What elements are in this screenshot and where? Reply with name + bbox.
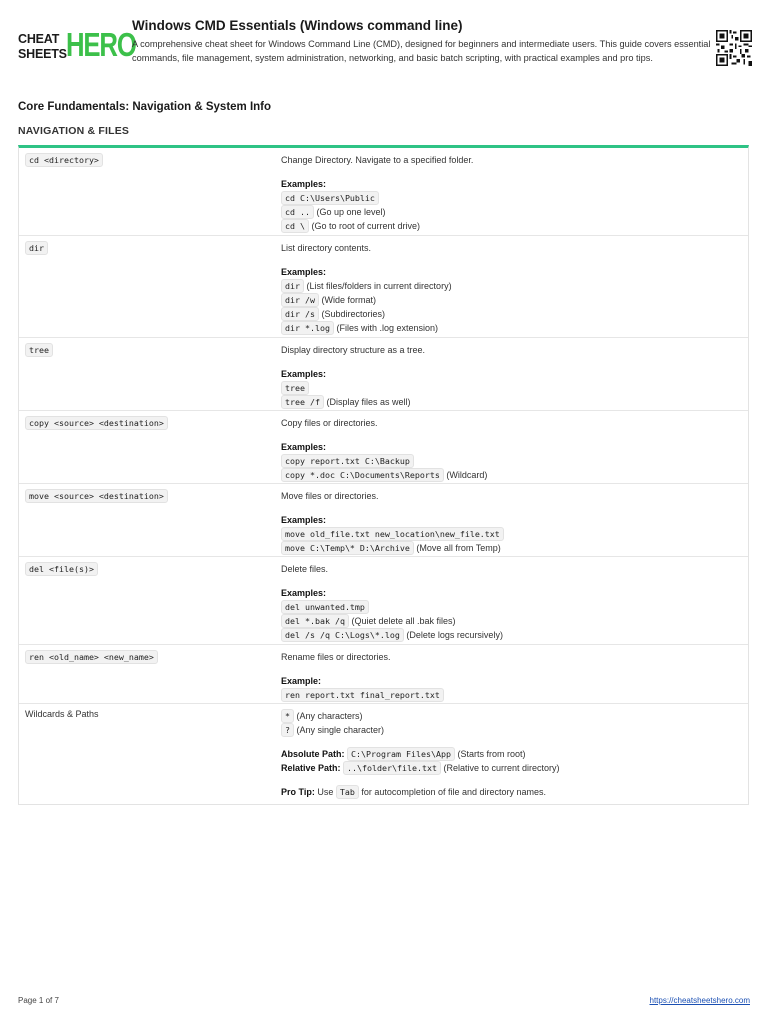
command-description: Display directory structure as a tree. [281,345,426,355]
example-line [281,688,741,702]
description-cell [281,709,741,799]
command-description: Delete files. [281,564,329,574]
page-title: Windows CMD Essentials (Windows command line) [132,18,463,33]
command-cell [25,489,168,503]
example-note: (Wildcard) [446,470,488,480]
command-cell [25,562,98,576]
path-line [281,761,741,775]
example-line [281,468,741,482]
example-note: (List files/folders in current directory) [306,281,452,291]
pro-tip-text: Use [317,787,334,797]
example-code: * [281,709,294,723]
examples-label: Examples: [281,267,327,277]
table-row [19,645,748,704]
example-line [281,321,741,335]
command-description: Rename files or directories. [281,652,391,662]
examples-label: Examples: [281,442,327,452]
command-code: cd <directory> [25,153,103,167]
example-code: tree [281,381,309,395]
example-note: (Move all from Temp) [416,543,501,553]
example-line [281,614,741,628]
table-row [19,236,748,338]
description-cell [281,343,741,409]
example-code: C:\Program Files\App [347,747,455,761]
example-line [281,628,741,642]
example-code: dir [281,279,304,293]
example-code: copy *.doc C:\Documents\Reports [281,468,444,482]
commands-table [18,145,749,805]
example-note: (Subdirectories) [321,309,386,319]
description-cell [281,650,741,702]
cheatsheetshero-logo[interactable] [18,26,136,63]
description-cell [281,562,741,642]
example-label: Example: [281,676,322,686]
example-code: dir *.log [281,321,334,335]
command-cell [25,241,48,255]
example-code: dir /w [281,293,319,307]
example-line [281,541,741,555]
wildcards-label: Wildcards & Paths [25,709,99,719]
logo-text-sheets: SHEETS [18,47,67,61]
example-note: (Go to root of current drive) [311,221,421,231]
path-line [281,747,741,761]
command-cell [25,416,168,430]
description-cell [281,416,741,482]
example-note: (Quiet delete all .bak files) [351,616,456,626]
example-note: (Wide format) [321,295,377,305]
example-line [281,600,741,614]
example-line [281,454,741,468]
command-code: del <file(s)> [25,562,98,576]
examples-label: Examples: [281,588,327,598]
example-code: dir /s [281,307,319,321]
table-row [19,338,748,411]
example-line [281,205,741,219]
table-row [19,557,748,645]
example-code: del /s /q C:\Logs\*.log [281,628,404,642]
command-description: Change Directory. Navigate to a specified folder. [281,155,474,165]
command-code: copy <source> <destination> [25,416,168,430]
examples-label: Examples: [281,515,327,525]
command-cell [25,650,158,664]
example-line [281,527,741,541]
example-code: ..\folder\file.txt [343,761,441,775]
wildcard-line [281,709,741,723]
logo-text-cheat: CHEAT [18,32,60,46]
description-cell [281,241,741,335]
table-row [19,148,748,236]
tab-key-code: Tab [336,785,359,799]
example-note: (Files with .log extension) [336,323,439,333]
description-cell [281,153,741,233]
command-description: Move files or directories. [281,491,379,501]
example-note: (Display files as well) [326,397,411,407]
page-number: Page 1 of 7 [18,996,59,1005]
example-code: cd C:\Users\Public [281,191,379,205]
section-title: Core Fundamentals: Navigation & System Info [18,101,272,113]
example-code: cd \ [281,219,309,233]
example-code: move old_file.txt new_location\new_file.txt [281,527,504,541]
example-note: (Delete logs recursively) [406,630,503,640]
command-code: dir [25,241,48,255]
example-line [281,307,741,321]
example-code: copy report.txt C:\Backup [281,454,414,468]
section-subtitle: NAVIGATION & FILES [18,125,130,137]
command-code: move <source> <destination> [25,489,168,503]
examples-label: Examples: [281,369,327,379]
description-cell [281,489,741,555]
absolute-path-label: Absolute Path: [281,749,345,759]
wildcard-line [281,723,741,737]
example-line [281,381,741,395]
command-cell [25,153,103,167]
example-note: (Starts from root) [457,749,526,759]
example-code: tree /f [281,395,324,409]
example-line [281,293,741,307]
example-note: (Relative to current directory) [443,763,560,773]
page-header [18,16,753,78]
table-row [19,411,748,484]
example-note: (Go up one level) [316,207,386,217]
qr-code-icon [716,30,752,66]
examples-label: Examples: [281,179,327,189]
example-line [281,279,741,293]
example-line [281,395,741,409]
command-cell [25,709,99,719]
table-row [19,704,748,804]
example-note: (Any characters) [296,711,363,721]
example-code: move C:\Temp\* D:\Archive [281,541,414,555]
example-note: (Any single character) [296,725,385,735]
pro-tip-line [281,785,741,799]
example-code: cd .. [281,205,314,219]
logo-text-hero: HERO [66,26,136,63]
pro-tip-text: for autocompletion of file and directory names. [361,787,547,797]
command-code: tree [25,343,53,357]
example-line [281,191,741,205]
table-row [19,484,748,557]
example-code: del *.bak /q [281,614,349,628]
pro-tip-label: Pro Tip: [281,787,315,797]
command-code: ren <old_name> <new_name> [25,650,158,664]
example-code: ren report.txt final_report.txt [281,688,444,702]
footer-link[interactable]: https://cheatsheetshero.com [649,996,750,1005]
relative-path-label: Relative Path: [281,763,341,773]
command-description: List directory contents. [281,243,372,253]
command-cell [25,343,53,357]
page-description: A comprehensive cheat sheet for Windows Command Line (CMD), designed for beginners and intermediate users. This guide covers essential commands, file management, system administration, networking, and basic batch scripting, with practical examples and pro tips. [132,39,711,63]
example-line [281,219,741,233]
command-description: Copy files or directories. [281,418,378,428]
example-code: del unwanted.tmp [281,600,369,614]
example-code: ? [281,723,294,737]
